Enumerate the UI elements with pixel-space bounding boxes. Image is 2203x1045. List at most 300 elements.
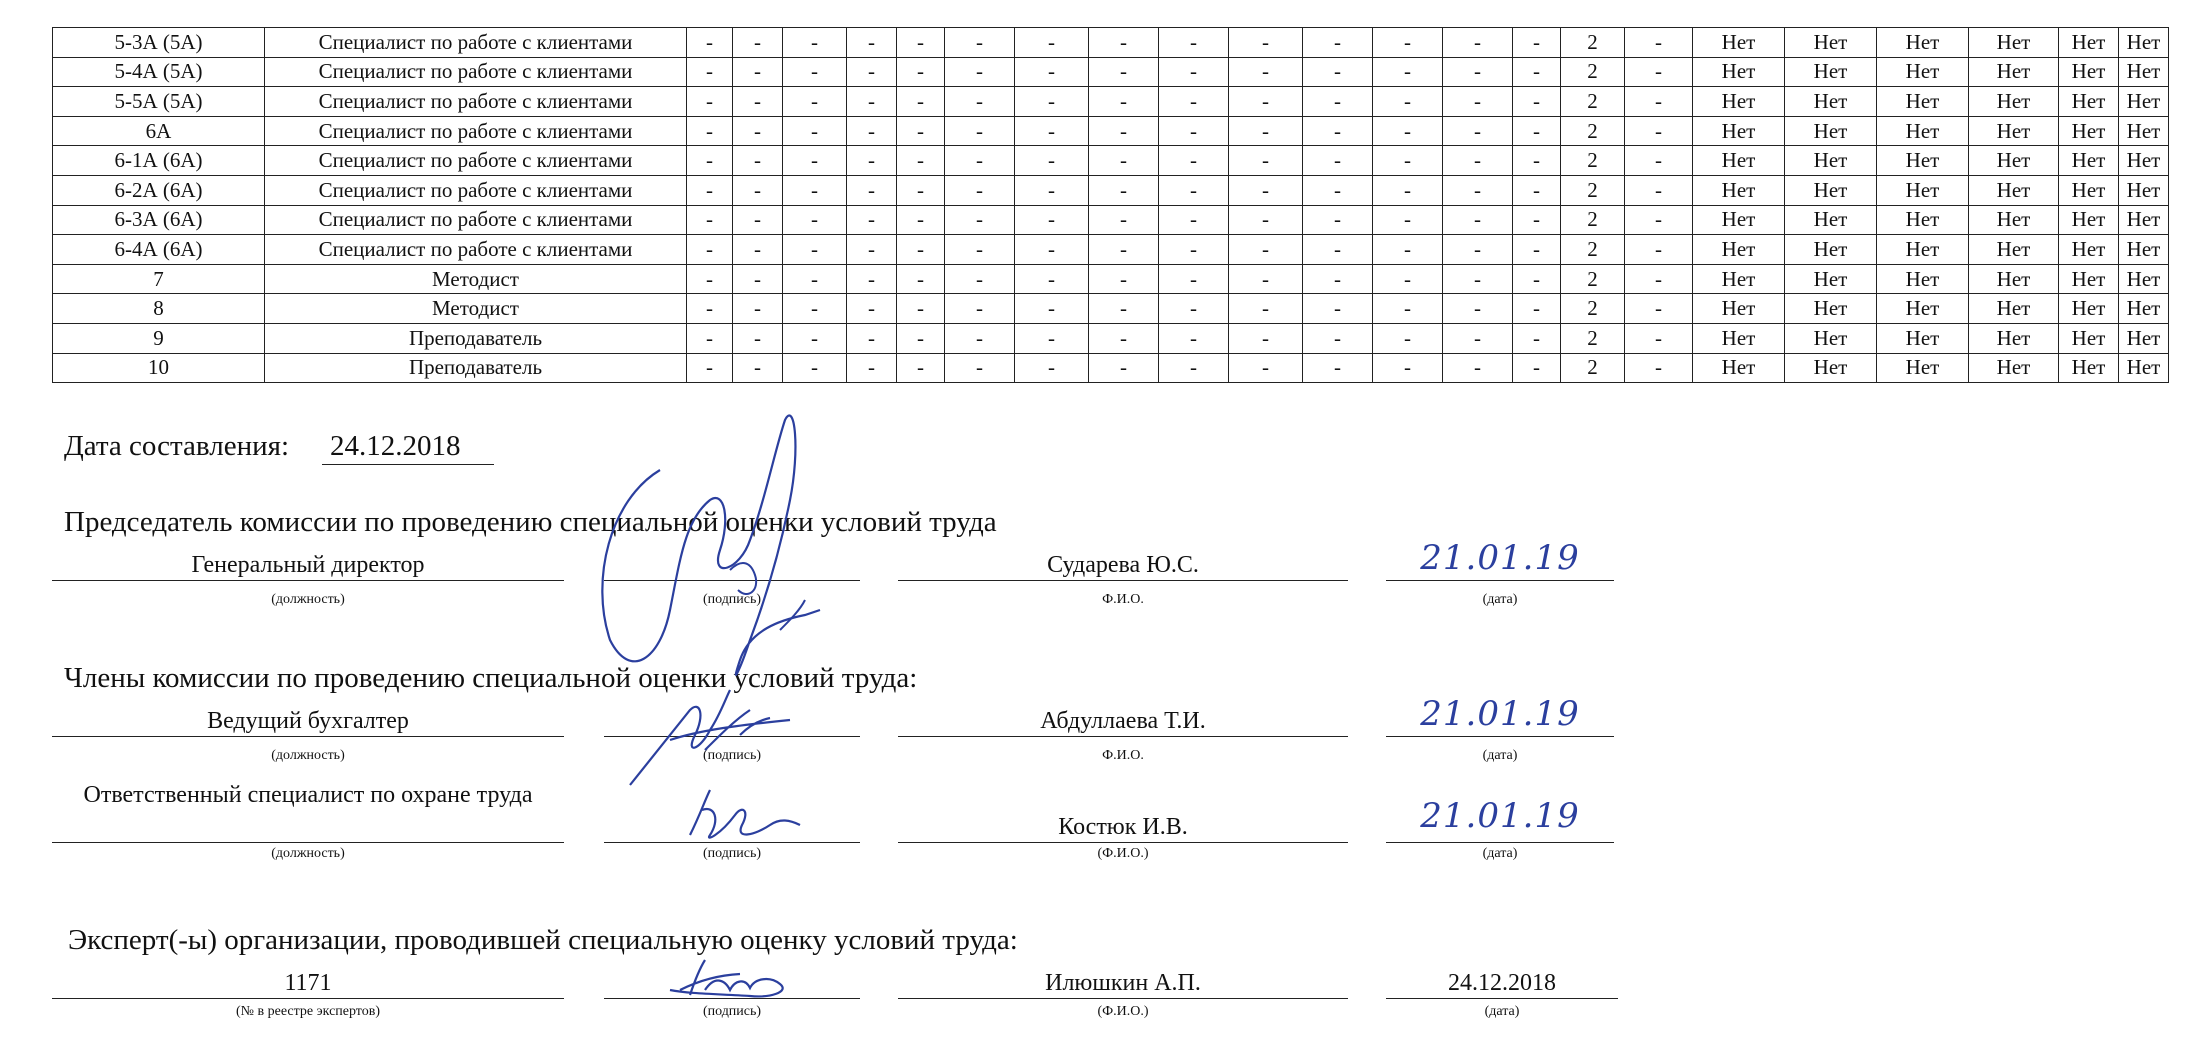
- dash-cell: -: [1443, 205, 1513, 235]
- dash-cell: -: [1303, 175, 1373, 205]
- no-cell: Нет: [1785, 175, 1877, 205]
- dash-cell: -: [1303, 116, 1373, 146]
- no-cell: Нет: [1785, 294, 1877, 324]
- no-cell: Нет: [1693, 353, 1785, 383]
- dash-cell: -: [1443, 353, 1513, 383]
- member-2-position-line: [52, 842, 564, 843]
- no-cell: Нет: [1693, 294, 1785, 324]
- position-cell: Специалист по работе с клиентами: [265, 146, 687, 176]
- no-cell: Нет: [2119, 235, 2169, 265]
- no-cell: Нет: [2059, 116, 2119, 146]
- dash-cell: -: [1373, 175, 1443, 205]
- dash-cell: -: [733, 116, 783, 146]
- dash-cell: -: [783, 205, 847, 235]
- count-cell: 2: [1561, 175, 1625, 205]
- dash-cell: -: [1159, 323, 1229, 353]
- chair-name: Сударева Ю.С.: [1047, 552, 1199, 578]
- dash-cell: -: [847, 146, 897, 176]
- dash-cell: -: [1015, 87, 1089, 117]
- expert-signature-image: [660, 950, 810, 1010]
- no-cell: Нет: [1969, 235, 2059, 265]
- expert-name-line: [898, 998, 1348, 999]
- compilation-date-label: Дата составления:: [64, 430, 290, 462]
- dash-cell: -: [1513, 264, 1561, 294]
- dash-cell: -: [733, 294, 783, 324]
- dash-cell: -: [733, 87, 783, 117]
- count-cell: 2: [1561, 205, 1625, 235]
- count-cell: 2: [1561, 116, 1625, 146]
- dash-cell: -: [945, 28, 1015, 58]
- dash-cell: -: [1513, 57, 1561, 87]
- position-cell: Специалист по работе с клиентами: [265, 175, 687, 205]
- dash-cell: -: [1089, 323, 1159, 353]
- member-1-date: 21.01.19: [1420, 694, 1580, 734]
- dash-cell: -: [733, 57, 783, 87]
- dash-cell: -: [1089, 146, 1159, 176]
- dash-cell: -: [1229, 294, 1303, 324]
- member-1-position: Ведущий бухгалтер: [207, 708, 409, 734]
- expert-date: 24.12.2018: [1448, 970, 1556, 996]
- dash-cell: -: [1015, 205, 1089, 235]
- dash-cell: -: [687, 87, 733, 117]
- dash-cell: -: [1513, 294, 1561, 324]
- no-cell: Нет: [1785, 87, 1877, 117]
- dash-cell: -: [1373, 146, 1443, 176]
- dash-cell: -: [1229, 264, 1303, 294]
- dash-cell: -: [783, 87, 847, 117]
- no-cell: Нет: [1693, 323, 1785, 353]
- no-cell: Нет: [2119, 175, 2169, 205]
- table-row: [53, 264, 2169, 294]
- dash-cell: -: [897, 205, 945, 235]
- no-cell: Нет: [1877, 264, 1969, 294]
- member-1-date-caption: (дата): [1482, 748, 1518, 763]
- member-2-position: Ответственный специалист по охране труда: [83, 782, 533, 808]
- no-cell: Нет: [1969, 264, 2059, 294]
- no-cell: Нет: [1877, 323, 1969, 353]
- dash-cell: -: [783, 146, 847, 176]
- no-cell: Нет: [1693, 175, 1785, 205]
- dash-cell: -: [1625, 28, 1693, 58]
- member-1-name: Абдуллаева Т.И.: [1040, 708, 1206, 734]
- dash-cell: -: [1303, 87, 1373, 117]
- dash-cell: -: [1089, 205, 1159, 235]
- dash-cell: -: [1625, 323, 1693, 353]
- no-cell: Нет: [1693, 87, 1785, 117]
- no-cell: Нет: [1877, 353, 1969, 383]
- chair-position-caption: (должность): [271, 592, 345, 607]
- table-row: [53, 28, 2169, 58]
- dash-cell: -: [1089, 175, 1159, 205]
- dash-cell: -: [1229, 205, 1303, 235]
- no-cell: Нет: [2119, 57, 2169, 87]
- dash-cell: -: [1229, 235, 1303, 265]
- dash-cell: -: [847, 205, 897, 235]
- no-cell: Нет: [1969, 294, 2059, 324]
- dash-cell: -: [1015, 264, 1089, 294]
- no-cell: Нет: [2119, 205, 2169, 235]
- position-cell: Специалист по работе с клиентами: [265, 235, 687, 265]
- expert-name: Илюшкин А.П.: [1045, 970, 1201, 996]
- no-cell: Нет: [2059, 205, 2119, 235]
- dash-cell: -: [1229, 116, 1303, 146]
- dash-cell: -: [897, 264, 945, 294]
- no-cell: Нет: [2119, 323, 2169, 353]
- dash-cell: -: [1159, 294, 1229, 324]
- dash-cell: -: [1513, 28, 1561, 58]
- dash-cell: -: [1303, 205, 1373, 235]
- dash-cell: -: [897, 294, 945, 324]
- member-1-position-caption: (должность): [271, 748, 345, 763]
- dash-cell: -: [1159, 28, 1229, 58]
- dash-cell: -: [897, 175, 945, 205]
- dash-cell: -: [847, 28, 897, 58]
- dash-cell: -: [1513, 146, 1561, 176]
- dash-cell: -: [1229, 57, 1303, 87]
- no-cell: Нет: [1969, 116, 2059, 146]
- dash-cell: -: [733, 264, 783, 294]
- workplace-code-cell: 6-4А (6А): [53, 235, 265, 265]
- dash-cell: -: [1159, 146, 1229, 176]
- workplace-code-cell: 9: [53, 323, 265, 353]
- expert-name-caption: (Ф.И.О.): [1097, 1004, 1149, 1019]
- dash-cell: -: [1159, 353, 1229, 383]
- dash-cell: -: [945, 175, 1015, 205]
- dash-cell: -: [1015, 235, 1089, 265]
- member-1-name-caption: Ф.И.О.: [1102, 748, 1144, 763]
- dash-cell: -: [687, 175, 733, 205]
- dash-cell: -: [1625, 205, 1693, 235]
- dash-cell: -: [1159, 87, 1229, 117]
- no-cell: Нет: [1693, 57, 1785, 87]
- dash-cell: -: [1513, 87, 1561, 117]
- dash-cell: -: [1159, 57, 1229, 87]
- table-row: [53, 87, 2169, 117]
- dash-cell: -: [847, 87, 897, 117]
- expert-heading: Эксперт(-ы) организации, проводившей специальную оценку условий труда:: [68, 924, 1018, 956]
- dash-cell: -: [1513, 323, 1561, 353]
- position-cell: Методист: [265, 264, 687, 294]
- position-cell: Преподаватель: [265, 323, 687, 353]
- dash-cell: -: [1443, 175, 1513, 205]
- member-2-signature-caption: (подпись): [702, 846, 762, 861]
- member-1-position-line: [52, 736, 564, 737]
- compilation-date-underline: [322, 464, 494, 465]
- no-cell: Нет: [1969, 353, 2059, 383]
- dash-cell: -: [1625, 175, 1693, 205]
- no-cell: Нет: [1785, 323, 1877, 353]
- chair-position-line: [52, 580, 564, 581]
- no-cell: Нет: [1785, 28, 1877, 58]
- dash-cell: -: [1625, 294, 1693, 324]
- count-cell: 2: [1561, 57, 1625, 87]
- workplace-code-cell: 5-3А (5А): [53, 28, 265, 58]
- expert-registry-caption: (№ в реестре экспертов): [235, 1004, 381, 1019]
- no-cell: Нет: [1785, 57, 1877, 87]
- table-row: [53, 175, 2169, 205]
- expert-registry-number: 1171: [284, 970, 332, 996]
- table-row: [53, 294, 2169, 324]
- no-cell: Нет: [2059, 235, 2119, 265]
- dash-cell: -: [945, 57, 1015, 87]
- no-cell: Нет: [2059, 294, 2119, 324]
- no-cell: Нет: [1877, 205, 1969, 235]
- position-cell: Методист: [265, 294, 687, 324]
- dash-cell: -: [847, 264, 897, 294]
- table-row: [53, 235, 2169, 265]
- dash-cell: -: [1443, 294, 1513, 324]
- dash-cell: -: [1229, 146, 1303, 176]
- dash-cell: -: [1625, 57, 1693, 87]
- dash-cell: -: [1089, 57, 1159, 87]
- dash-cell: -: [1373, 57, 1443, 87]
- dash-cell: -: [1513, 205, 1561, 235]
- dash-cell: -: [687, 146, 733, 176]
- dash-cell: -: [1373, 264, 1443, 294]
- dash-cell: -: [733, 353, 783, 383]
- no-cell: Нет: [1693, 235, 1785, 265]
- dash-cell: -: [1303, 28, 1373, 58]
- dash-cell: -: [897, 235, 945, 265]
- member-2-name-caption: (Ф.И.О.): [1097, 846, 1149, 861]
- dash-cell: -: [847, 323, 897, 353]
- chair-name-caption: Ф.И.О.: [1102, 592, 1144, 607]
- dash-cell: -: [733, 175, 783, 205]
- dash-cell: -: [897, 146, 945, 176]
- compilation-date-value: 24.12.2018: [330, 430, 461, 462]
- position-cell: Преподаватель: [265, 353, 687, 383]
- dash-cell: -: [1513, 235, 1561, 265]
- no-cell: Нет: [1877, 57, 1969, 87]
- no-cell: Нет: [2119, 294, 2169, 324]
- table-row: [53, 146, 2169, 176]
- no-cell: Нет: [1693, 264, 1785, 294]
- chair-position: Генеральный директор: [191, 552, 425, 578]
- dash-cell: -: [1303, 57, 1373, 87]
- members-heading: Члены комиссии по проведению специальной оценки условий труда:: [64, 662, 918, 694]
- dash-cell: -: [1229, 87, 1303, 117]
- expert-date-line: [1386, 998, 1618, 999]
- no-cell: Нет: [1785, 235, 1877, 265]
- table-row: [53, 353, 2169, 383]
- dash-cell: -: [1303, 294, 1373, 324]
- dash-cell: -: [1089, 116, 1159, 146]
- position-cell: Специалист по работе с клиентами: [265, 87, 687, 117]
- no-cell: Нет: [1693, 116, 1785, 146]
- dash-cell: -: [1089, 235, 1159, 265]
- dash-cell: -: [1159, 235, 1229, 265]
- dash-cell: -: [1443, 235, 1513, 265]
- no-cell: Нет: [1693, 28, 1785, 58]
- dash-cell: -: [733, 205, 783, 235]
- dash-cell: -: [687, 235, 733, 265]
- no-cell: Нет: [2059, 28, 2119, 58]
- dash-cell: -: [1625, 146, 1693, 176]
- dash-cell: -: [1625, 353, 1693, 383]
- no-cell: Нет: [1969, 87, 2059, 117]
- table-row: [53, 57, 2169, 87]
- dash-cell: -: [897, 323, 945, 353]
- no-cell: Нет: [1877, 116, 1969, 146]
- dash-cell: -: [1303, 235, 1373, 265]
- count-cell: 2: [1561, 146, 1625, 176]
- dash-cell: -: [897, 353, 945, 383]
- member-2-name: Костюк И.В.: [1058, 814, 1188, 840]
- no-cell: Нет: [1785, 353, 1877, 383]
- dash-cell: -: [1373, 205, 1443, 235]
- dash-cell: -: [847, 353, 897, 383]
- dash-cell: -: [1015, 353, 1089, 383]
- no-cell: Нет: [2119, 353, 2169, 383]
- no-cell: Нет: [2059, 175, 2119, 205]
- dash-cell: -: [783, 175, 847, 205]
- workplace-code-cell: 6-3А (6А): [53, 205, 265, 235]
- dash-cell: -: [945, 146, 1015, 176]
- member-2-date: 21.01.19: [1420, 796, 1580, 836]
- member-2-signature-image: [680, 780, 810, 850]
- no-cell: Нет: [2119, 264, 2169, 294]
- member-2-name-line: [898, 842, 1348, 843]
- dash-cell: -: [687, 264, 733, 294]
- count-cell: 2: [1561, 323, 1625, 353]
- no-cell: Нет: [2059, 353, 2119, 383]
- dash-cell: -: [1373, 235, 1443, 265]
- dash-cell: -: [1373, 28, 1443, 58]
- no-cell: Нет: [1969, 175, 2059, 205]
- dash-cell: -: [1159, 175, 1229, 205]
- dash-cell: -: [847, 235, 897, 265]
- no-cell: Нет: [1877, 294, 1969, 324]
- dash-cell: -: [847, 116, 897, 146]
- no-cell: Нет: [1877, 235, 1969, 265]
- dash-cell: -: [1015, 146, 1089, 176]
- chair-signature-caption: (подпись): [702, 592, 762, 607]
- dash-cell: -: [1443, 28, 1513, 58]
- workplace-code-cell: 6-2А (6А): [53, 175, 265, 205]
- dash-cell: -: [1443, 323, 1513, 353]
- dash-cell: -: [847, 294, 897, 324]
- dash-cell: -: [783, 28, 847, 58]
- dash-cell: -: [945, 235, 1015, 265]
- no-cell: Нет: [1877, 146, 1969, 176]
- count-cell: 2: [1561, 294, 1625, 324]
- chair-date-caption: (дата): [1482, 592, 1518, 607]
- dash-cell: -: [733, 146, 783, 176]
- chair-signature-image: [590, 410, 850, 710]
- position-cell: Специалист по работе с клиентами: [265, 116, 687, 146]
- member-2-date-line: [1386, 842, 1614, 843]
- table-row: [53, 205, 2169, 235]
- no-cell: Нет: [1969, 205, 2059, 235]
- chair-date-line: [1386, 580, 1614, 581]
- dash-cell: -: [1625, 87, 1693, 117]
- no-cell: Нет: [1693, 205, 1785, 235]
- no-cell: Нет: [2059, 264, 2119, 294]
- no-cell: Нет: [1969, 146, 2059, 176]
- no-cell: Нет: [2059, 146, 2119, 176]
- table-row: [53, 323, 2169, 353]
- dash-cell: -: [687, 28, 733, 58]
- dash-cell: -: [1229, 175, 1303, 205]
- no-cell: Нет: [1877, 28, 1969, 58]
- dash-cell: -: [1513, 116, 1561, 146]
- position-cell: Специалист по работе с клиентами: [265, 57, 687, 87]
- member-2-date-caption: (дата): [1482, 846, 1518, 861]
- workplace-code-cell: 7: [53, 264, 265, 294]
- no-cell: Нет: [1969, 323, 2059, 353]
- dash-cell: -: [687, 323, 733, 353]
- assessment-table: [52, 27, 2169, 383]
- dash-cell: -: [733, 235, 783, 265]
- dash-cell: -: [1303, 323, 1373, 353]
- count-cell: 2: [1561, 235, 1625, 265]
- dash-cell: -: [1015, 116, 1089, 146]
- dash-cell: -: [1443, 57, 1513, 87]
- dash-cell: -: [1229, 353, 1303, 383]
- dash-cell: -: [1159, 116, 1229, 146]
- dash-cell: -: [1015, 323, 1089, 353]
- dash-cell: -: [1625, 264, 1693, 294]
- no-cell: Нет: [1693, 146, 1785, 176]
- no-cell: Нет: [1969, 57, 2059, 87]
- count-cell: 2: [1561, 264, 1625, 294]
- workplace-code-cell: 5-5А (5А): [53, 87, 265, 117]
- dash-cell: -: [783, 353, 847, 383]
- dash-cell: -: [945, 205, 1015, 235]
- no-cell: Нет: [1785, 116, 1877, 146]
- dash-cell: -: [897, 28, 945, 58]
- dash-cell: -: [1443, 264, 1513, 294]
- dash-cell: -: [897, 57, 945, 87]
- dash-cell: -: [1089, 87, 1159, 117]
- dash-cell: -: [1373, 87, 1443, 117]
- workplace-code-cell: 6-1А (6А): [53, 146, 265, 176]
- count-cell: 2: [1561, 353, 1625, 383]
- workplace-code-cell: 8: [53, 294, 265, 324]
- dash-cell: -: [1373, 323, 1443, 353]
- dash-cell: -: [1443, 116, 1513, 146]
- dash-cell: -: [1373, 353, 1443, 383]
- position-cell: Специалист по работе с клиентами: [265, 205, 687, 235]
- no-cell: Нет: [2119, 146, 2169, 176]
- dash-cell: -: [1015, 57, 1089, 87]
- dash-cell: -: [1089, 294, 1159, 324]
- dash-cell: -: [783, 57, 847, 87]
- no-cell: Нет: [1785, 146, 1877, 176]
- dash-cell: -: [1159, 264, 1229, 294]
- workplace-code-cell: 6А: [53, 116, 265, 146]
- count-cell: 2: [1561, 87, 1625, 117]
- dash-cell: -: [1625, 235, 1693, 265]
- dash-cell: -: [897, 116, 945, 146]
- dash-cell: -: [847, 175, 897, 205]
- dash-cell: -: [945, 353, 1015, 383]
- dash-cell: -: [687, 57, 733, 87]
- dash-cell: -: [1373, 116, 1443, 146]
- no-cell: Нет: [2119, 116, 2169, 146]
- dash-cell: -: [1229, 28, 1303, 58]
- dash-cell: -: [1303, 264, 1373, 294]
- no-cell: Нет: [2059, 323, 2119, 353]
- dash-cell: -: [1443, 146, 1513, 176]
- dash-cell: -: [1303, 146, 1373, 176]
- dash-cell: -: [1015, 28, 1089, 58]
- dash-cell: -: [783, 294, 847, 324]
- member-1-name-line: [898, 736, 1348, 737]
- dash-cell: -: [783, 116, 847, 146]
- dash-cell: -: [1089, 353, 1159, 383]
- dash-cell: -: [1443, 87, 1513, 117]
